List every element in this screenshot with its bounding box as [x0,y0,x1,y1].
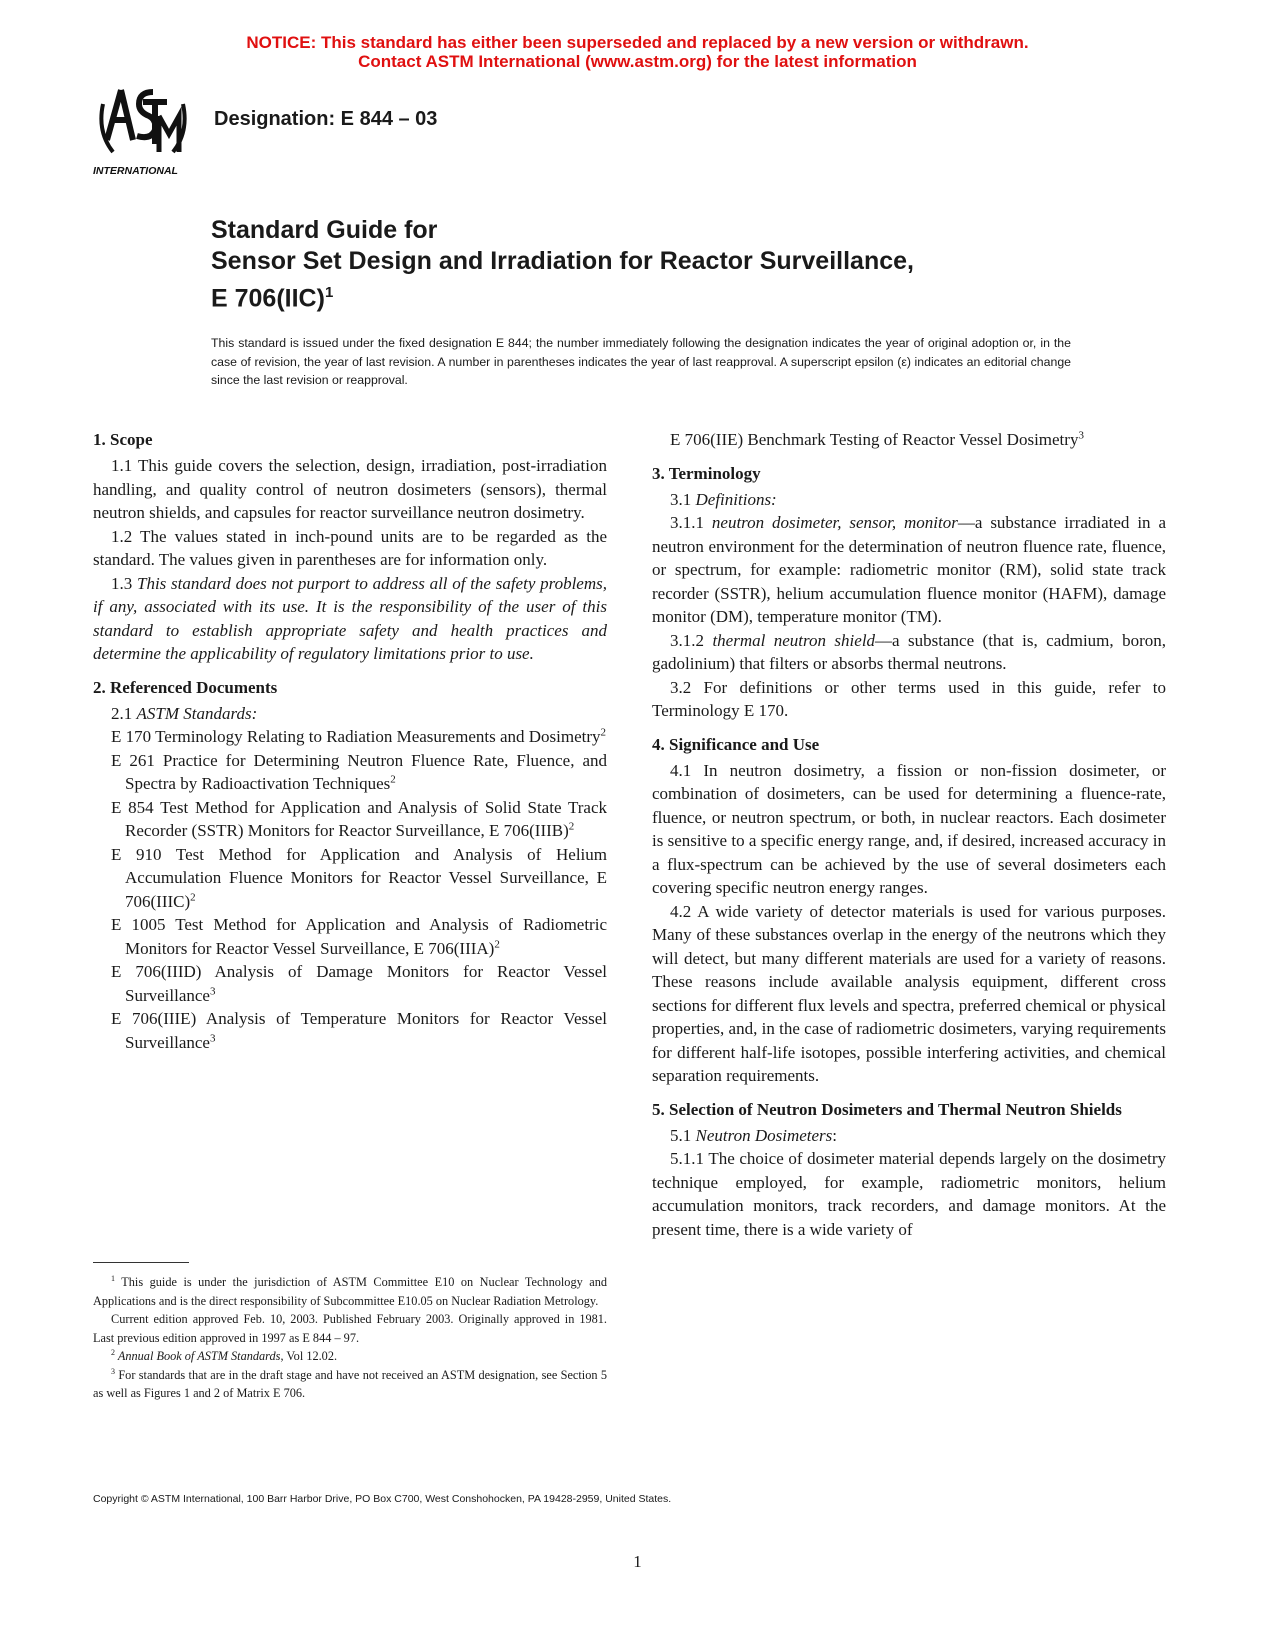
scope-1-3 [93,572,607,666]
supersede-notice [0,33,1275,71]
referenced-2-1-num: 2.1 [111,703,137,723]
ref-item: E 170 Terminology Relating to Radiation Measurements and Dosimetry$^2$ [111,726,607,746]
ref-item: E 910 Test Method for Application and Analysis of Helium Accumulation Fluence Monitors for Reactor Vessel Surveillance, E 706(IIIC)$^2$ [111,844,607,911]
scope-1-3-num: 1.3 [111,573,137,593]
scope-1-2: 1.2 The values stated in inch-pound units are to be regarded as the standard. The values given in parentheses are for information only. [93,526,607,569]
terminology-3-2: 3.2 For definitions or other terms used in this guide, refer to Terminology E 170. [652,677,1166,720]
title-footnote-ref: 1 [324,284,334,301]
title-line-2: Sensor Set Design and Irradiation for Reactor Surveillance, [211,247,914,275]
logo-wordmark: INTERNATIONAL [93,165,178,177]
footnote-2: $^2$ Annual Book of ASTM Standards, Vol 12.02. [111,1347,338,1363]
ref-item: E 706(IIID) Analysis of Damage Monitors for Reactor Vessel Surveillance$^3$ [111,962,607,1005]
page-number: 1 [633,1552,642,1571]
document-title [211,215,914,314]
footnote-divider [93,1262,189,1263]
right-column [652,428,1166,1241]
terminology-heading: 3. Terminology [652,463,761,483]
ref-item: E 854 Test Method for Application and Analysis of Solid State Track Recorder (SSTR) Monitors for Reactor Surveillance, E 706(IIIB)$^2$ [111,797,607,840]
designation: Designation: E 844 – 03 [214,108,438,130]
footnotes [93,1273,607,1403]
significance-heading: 4. Significance and Use [652,734,820,754]
scope-1-1: 1.1 This guide covers the selection, design, irradiation, post-irradiation handling, and quality control of neutron dosimeters (sensors), thermal neutron shields, and capsules for reactor surveillance neutron dosimetry. [93,456,607,522]
left-column [93,428,607,1054]
selection-heading: 5. Selection of Neutron Dosimeters and Thermal Neutron Shields [652,1099,1122,1119]
ref-item: E 706(IIE) Benchmark Testing of Reactor Vessel Dosimetry$^3$ [670,429,1084,449]
footnote-1-continued: Current edition approved Feb. 10, 2003. Published February 2003. Originally approved in 1981. Last previous edition approved in 1997 as E 844 – 97. [93,1312,607,1345]
terminology-3-1-2: 3.1.2 thermal neutron shield—a substance (that is, cadmium, boron, gadolinium) that filters or absorbs thermal neutrons. [652,630,1166,673]
footnote-1: $^1$ This guide is under the jurisdiction of ASTM Committee E10 on Nuclear Technology and Applications and is the direct responsibility of Subcommittee E10.05 on Nuclear Radiation Metrology. [93,1273,607,1308]
significance-4-2: 4.2 A wide variety of detector materials is used for various purposes. Many of these substances overlap in the energy of the neutrons which they will detect, but many different materials are used for a variety of reasons. These reasons include available analysis equipment, different cross sections for different flux levels and spectra, preferred chemical or physical properties, and, in the case of radiometric dosimeters, varying requirements for different half-life isotopes, possible interfering activities, and chemical separation requirements. [652,901,1166,1085]
astm-logo [93,82,193,182]
title-line-1: Standard Guide for [211,216,438,244]
ref-item: E 706(IIIE) Analysis of Temperature Monitors for Reactor Vessel Surveillance$^3$ [111,1009,607,1052]
referenced-2-1-text: ASTM Standards: [136,703,258,723]
scope-1-3-text: This standard does not purport to address all of the safety problems, if any, associated with its use. It is the responsibility of the user of this standard to establish appropriate safety and health practices and determine the applicability of regulatory limitations prior to use. [93,573,607,663]
astm-logo-mark [93,82,193,182]
title-line-3: E 706(IIC) [211,284,325,313]
selection-5-1-1: 5.1.1 The choice of dosimeter material depends largely on the dosimetry technique employed, for example, radiometric monitors, helium accumulation monitors, track recorders, and damage monitors. At the present time, there is a wide variety of [652,1149,1166,1239]
significance-4-1: 4.1 In neutron dosimetry, a fission or non-fission dosimeter, or combination of dosimeters, can be used for determining a fluence-rate, fluence, or neutron spectrum, or both, in nuclear reactors. Each dosimeter is sensitive to a specific energy range, and, if desired, increased accuracy in a flux-spectrum can be achieved by the use of several dosimeters each covering specific neutron energy ranges. [652,760,1166,897]
referenced-documents-heading: 2. Referenced Documents [93,677,278,697]
footnote-3: $^3$ For standards that are in the draft stage and have not received an ASTM designation, see Section 5 as well as Figures 1 and 2 of Matrix E 706. [93,1366,607,1400]
notice-line-1: NOTICE: This standard has either been superseded and replaced by a new version or withdrawn. [246,33,1029,52]
terminology-3-1-1: 3.1.1 neutron dosimeter, sensor, monitor—a substance irradiated in a neutron environment for the determination of neutron fluence rate, fluence, or spectrum, for example: radiometric monitor (RM), solid state track recorder (SSTR), helium accumulation fluence monitor (HAFM), damage monitor (DM), temperature monitor (TM). [652,513,1167,626]
ref-item: E 261 Practice for Determining Neutron Fluence Rate, Fluence, and Spectra by Radioactivation Techniques$^2$ [111,750,607,793]
issue-note: This standard is issued under the fixed designation E 844; the number immediately following the designation indicates the year of original adoption or, in the case of revision, the year of last revision. A number in parentheses indicates the year of last reapproval. A superscript epsilon (ε) indicates an editorial change since the last revision or reapproval. [211,336,1071,387]
scope-heading: 1. Scope [93,430,153,449]
ref-item: E 1005 Test Method for Application and Analysis of Radiometric Monitors for Reactor Vessel Surveillance, E 706(IIIA)$^2$ [111,915,607,958]
notice-line-2: Contact ASTM International (www.astm.org) for the latest information [358,52,917,71]
selection-5-1: 5.1 Neutron Dosimeters: [670,1125,838,1145]
referenced-2-1 [93,702,607,726]
terminology-3-1: 3.1 Definitions: [670,489,777,509]
copyright: Copyright © ASTM International, 100 Barr Harbor Drive, PO Box C700, West Conshohocken, PA 19428-2959, United States. [93,1493,672,1505]
